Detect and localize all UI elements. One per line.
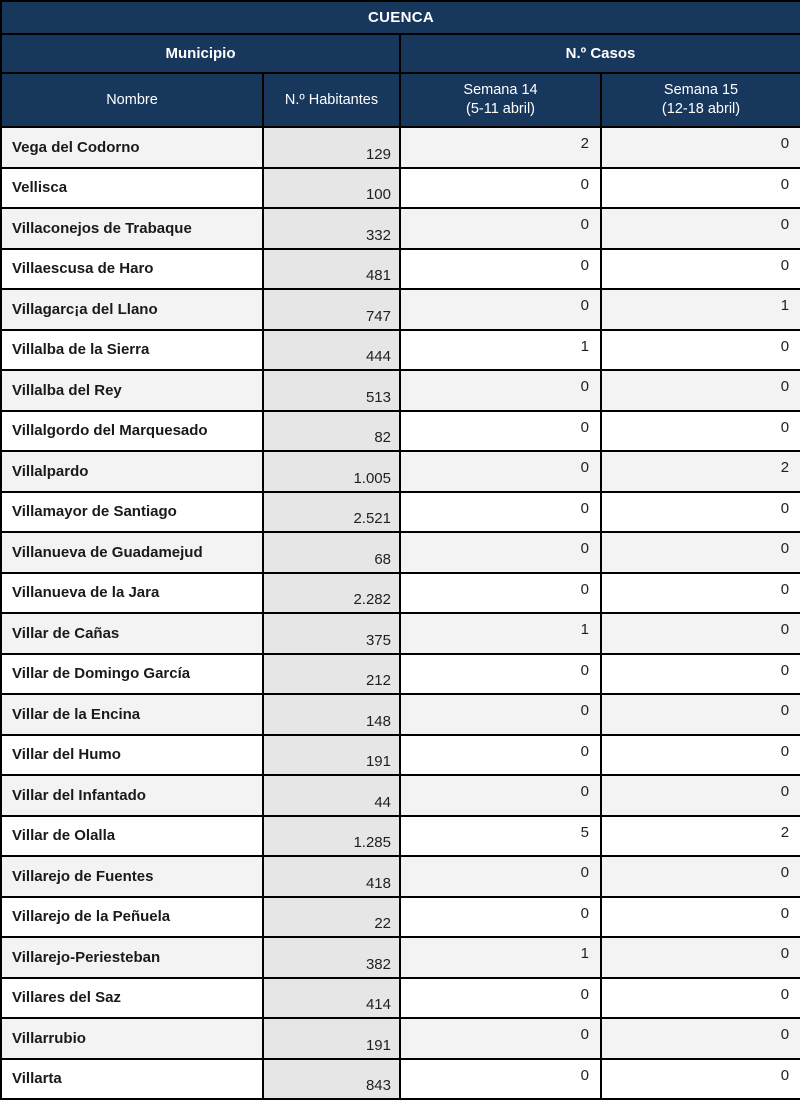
semana-15-cases-cell: 0 [601,532,800,573]
habitantes-cell: 148 [263,694,400,735]
semana-14-cases-cell: 0 [400,897,601,938]
semana-14-cases-cell: 0 [400,775,601,816]
semana-14-cases-cell: 0 [400,370,601,411]
semana-15-cases-cell: 0 [601,613,800,654]
habitantes-cell: 44 [263,775,400,816]
table-row [1,411,800,452]
municipality-name-cell: Villar de Domingo García [1,654,263,695]
habitantes-cell: 382 [263,937,400,978]
semana-15-cases-cell: 0 [601,492,800,533]
municipality-name-cell: Villar de la Encina [1,694,263,735]
table-row [1,289,800,330]
semana-15-cases-cell: 0 [601,735,800,776]
semana-15-cases-cell: 0 [601,1018,800,1059]
column-header-nombre: Nombre [1,73,263,127]
semana-15-dates: (12-18 abril) [661,101,741,117]
column-header-habitantes: N.º Habitantes [263,73,400,127]
table-row [1,613,800,654]
habitantes-cell: 212 [263,654,400,695]
municipality-name-cell: Villalgordo del Marquesado [1,411,263,452]
column-header-semana-15 [601,73,800,127]
semana-14-cases-cell: 0 [400,492,601,533]
habitantes-cell: 1.005 [263,451,400,492]
table-row [1,127,800,168]
semana-15-cases-cell: 0 [601,330,800,371]
habitantes-cell: 1.285 [263,816,400,857]
municipality-name-cell: Villalpardo [1,451,263,492]
semana-14-cases-cell: 0 [400,735,601,776]
semana-14-cases-cell: 0 [400,694,601,735]
table-row [1,330,800,371]
table-row [1,735,800,776]
habitantes-cell: 513 [263,370,400,411]
table-row [1,775,800,816]
municipality-name-cell: Vellisca [1,168,263,209]
semana-15-cases-cell: 0 [601,208,800,249]
semana-15-label: Semana 15 [663,82,739,98]
semana-14-cases-cell: 0 [400,978,601,1019]
municipality-name-cell: Villanueva de la Jara [1,573,263,614]
semana-14-cases-cell: 2 [400,127,601,168]
habitantes-cell: 2.521 [263,492,400,533]
municipality-name-cell: Villar de Cañas [1,613,263,654]
table-row [1,937,800,978]
semana-15-cases-cell: 0 [601,573,800,614]
municipality-name-cell: Villanueva de Guadamejud [1,532,263,573]
habitantes-cell: 191 [263,735,400,776]
table-row [1,1018,800,1059]
table-row [1,654,800,695]
table-row [1,897,800,938]
municipality-name-cell: Villagarc¡a del Llano [1,289,263,330]
municipality-name-cell: Villarejo de la Peñuela [1,897,263,938]
semana-14-cases-cell: 0 [400,411,601,452]
table-row [1,451,800,492]
semana-14-cases-cell: 0 [400,208,601,249]
semana-15-cases-cell: 0 [601,978,800,1019]
semana-14-cases-cell: 1 [400,330,601,371]
semana-14-label: Semana 14 [463,82,538,98]
semana-15-cases-cell: 2 [601,816,800,857]
habitantes-cell: 375 [263,613,400,654]
municipality-name-cell: Villaescusa de Haro [1,249,263,290]
municipality-name-cell: Villar del Humo [1,735,263,776]
habitantes-cell: 68 [263,532,400,573]
semana-14-cases-cell: 0 [400,573,601,614]
municipality-name-cell: Villaconejos de Trabaque [1,208,263,249]
municipality-name-cell: Villarejo-Periesteban [1,937,263,978]
municipality-name-cell: Villarrubio [1,1018,263,1059]
semana-14-cases-cell: 0 [400,1018,601,1059]
semana-15-cases-cell: 2 [601,451,800,492]
table-row [1,816,800,857]
table-row [1,249,800,290]
semana-15-cases-cell: 0 [601,654,800,695]
habitantes-cell: 2.282 [263,573,400,614]
semana-14-cases-cell: 0 [400,856,601,897]
group-header-municipio: Municipio [1,34,400,73]
municipality-name-cell: Villar del Infantado [1,775,263,816]
semana-14-cases-cell: 0 [400,1059,601,1100]
semana-15-cases-cell: 0 [601,937,800,978]
table-body [1,127,800,1099]
semana-15-cases-cell: 0 [601,1059,800,1100]
column-header-semana-14 [400,73,601,127]
table-row [1,370,800,411]
semana-14-cases-cell: 0 [400,654,601,695]
table-row [1,532,800,573]
table-row [1,573,800,614]
semana-15-cases-cell: 0 [601,168,800,209]
table-row [1,208,800,249]
table-row [1,856,800,897]
group-header-row [1,34,800,73]
table-row [1,694,800,735]
habitantes-cell: 100 [263,168,400,209]
semana-14-cases-cell: 0 [400,451,601,492]
semana-14-dates: (5-11 abril) [465,101,536,117]
table-row [1,978,800,1019]
semana-14-cases-cell: 0 [400,289,601,330]
habitantes-cell: 444 [263,330,400,371]
municipality-name-cell: Villares del Saz [1,978,263,1019]
column-header-row [1,73,800,127]
semana-14-cases-cell: 0 [400,532,601,573]
habitantes-cell: 332 [263,208,400,249]
habitantes-cell: 418 [263,856,400,897]
semana-14-cases-cell: 5 [400,816,601,857]
semana-15-cases-cell: 0 [601,370,800,411]
habitantes-cell: 843 [263,1059,400,1100]
semana-15-cases-cell: 1 [601,289,800,330]
table-row [1,1059,800,1100]
municipality-name-cell: Villarta [1,1059,263,1100]
municipality-name-cell: Villar de Olalla [1,816,263,857]
habitantes-cell: 481 [263,249,400,290]
municipality-name-cell: Vega del Codorno [1,127,263,168]
semana-15-cases-cell: 0 [601,249,800,290]
habitantes-cell: 22 [263,897,400,938]
table-header [1,1,800,127]
semana-14-cases-cell: 1 [400,937,601,978]
semana-15-cases-cell: 0 [601,856,800,897]
municipality-name-cell: Villalba de la Sierra [1,330,263,371]
table-row [1,492,800,533]
municipality-name-cell: Villarejo de Fuentes [1,856,263,897]
semana-14-cases-cell: 0 [400,168,601,209]
region-title-row [1,1,800,34]
habitantes-cell: 191 [263,1018,400,1059]
semana-14-cases-cell: 0 [400,249,601,290]
municipality-name-cell: Villalba del Rey [1,370,263,411]
habitantes-cell: 82 [263,411,400,452]
semana-15-cases-cell: 0 [601,775,800,816]
group-header-casos: N.º Casos [400,34,800,73]
habitantes-cell: 414 [263,978,400,1019]
habitantes-cell: 129 [263,127,400,168]
municipality-name-cell: Villamayor de Santiago [1,492,263,533]
habitantes-cell: 747 [263,289,400,330]
semana-15-cases-cell: 0 [601,127,800,168]
semana-15-cases-cell: 0 [601,694,800,735]
region-title: CUENCA [1,1,800,34]
semana-14-cases-cell: 1 [400,613,601,654]
semana-15-cases-cell: 0 [601,411,800,452]
table-row [1,168,800,209]
semana-15-cases-cell: 0 [601,897,800,938]
